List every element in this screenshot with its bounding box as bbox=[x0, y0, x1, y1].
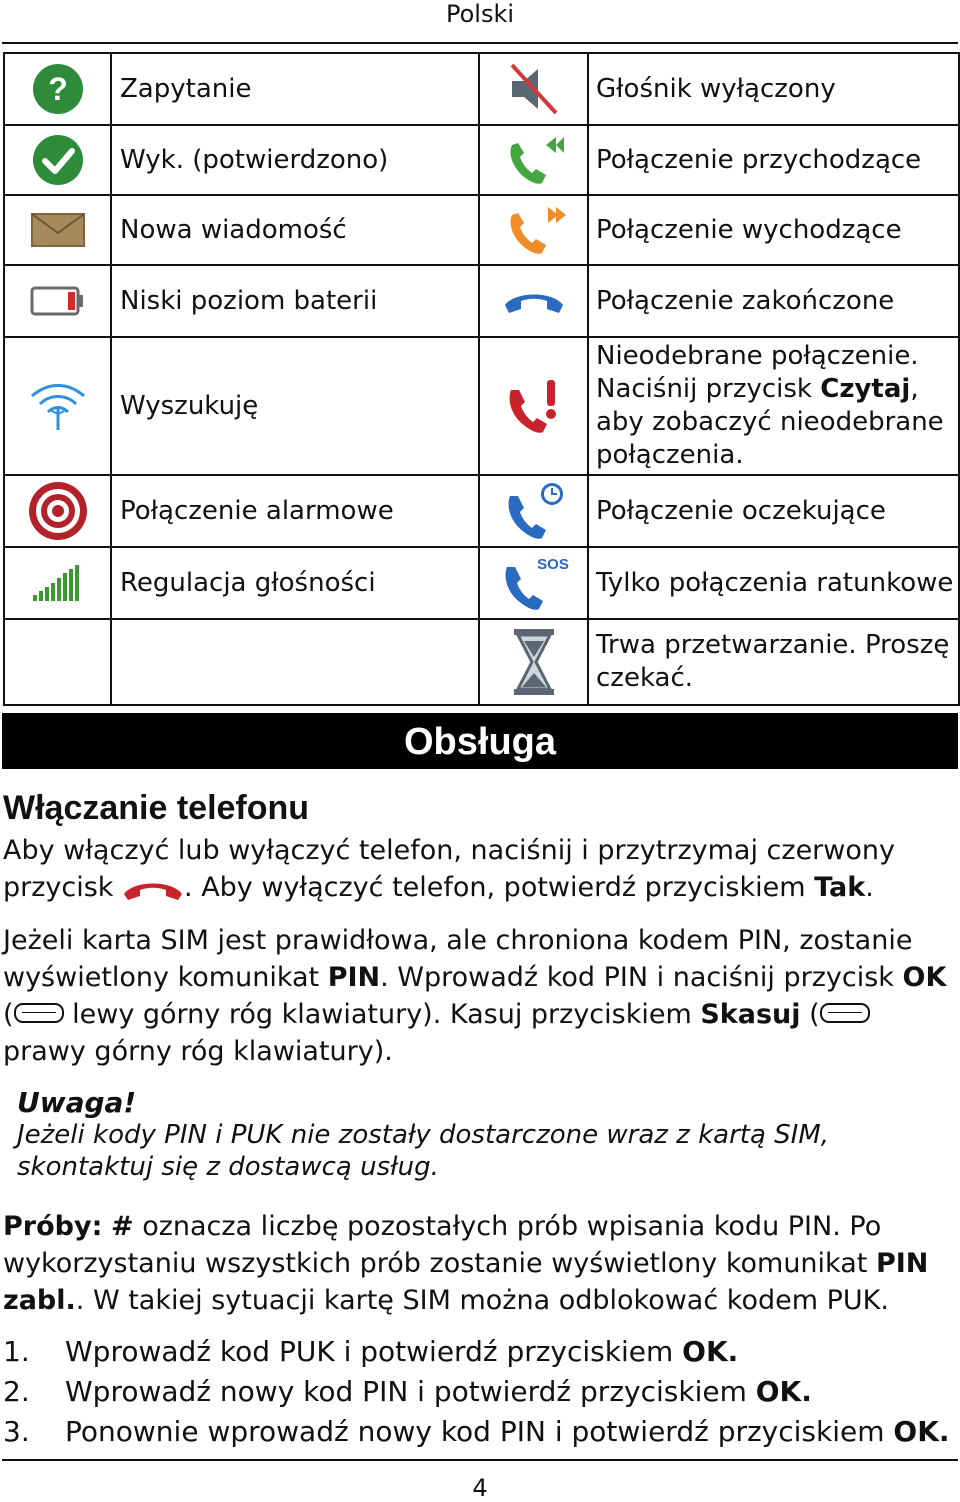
label-processing: Trwa przetwarzanie. Proszę czekać. bbox=[588, 619, 959, 705]
paragraph-power bbox=[3, 832, 953, 906]
ok-label: OK bbox=[902, 962, 947, 993]
call-ended-icon bbox=[503, 287, 565, 315]
outgoing-call-icon bbox=[502, 201, 566, 259]
red-end-key-icon bbox=[122, 878, 184, 900]
list-item bbox=[3, 1372, 953, 1412]
label-confirmed: Wyk. (potwierdzono) bbox=[111, 125, 479, 195]
question-icon bbox=[31, 62, 85, 116]
label-speaker-muted: Głośnik wyłączony bbox=[588, 53, 959, 125]
step-text-main: Wprowadź nowy kod PIN i potwierdź przyciskiem bbox=[65, 1375, 756, 1408]
page-number: 4 bbox=[472, 1474, 488, 1502]
low-battery-icon bbox=[30, 286, 86, 316]
cell-icon bbox=[4, 265, 111, 337]
steps-list bbox=[3, 1332, 953, 1452]
cell-icon bbox=[479, 619, 588, 705]
step-text bbox=[65, 1372, 812, 1412]
step-number: 1. bbox=[3, 1335, 30, 1368]
note-text: Jeżeli kody PIN i PUK nie zostały dostarczone wraz z kartą SIM, skontaktuj się z dostawcą usług. bbox=[17, 1120, 830, 1182]
label-empty bbox=[111, 619, 479, 705]
speaker-muted-icon bbox=[506, 61, 562, 117]
table-row bbox=[4, 337, 959, 475]
label-call-ended: Połączenie zakończone bbox=[588, 265, 959, 337]
missed-call-icon bbox=[503, 374, 565, 438]
step-text bbox=[65, 1332, 738, 1372]
cell-icon bbox=[4, 195, 111, 265]
table-row bbox=[4, 619, 959, 705]
incoming-call-icon bbox=[502, 131, 566, 189]
attempts-hash: # bbox=[110, 1211, 134, 1242]
cell-icon bbox=[479, 195, 588, 265]
hourglass-icon bbox=[512, 627, 556, 697]
cell-icon bbox=[4, 125, 111, 195]
cell-icon bbox=[479, 125, 588, 195]
missed-call-text-b: , aby zobaczyć nieodebrane połączenia. bbox=[596, 374, 944, 470]
footer-divider bbox=[2, 1459, 958, 1461]
missed-call-text-a: Nieodebrane połączenie. Naciśnij przycisk bbox=[596, 341, 919, 404]
power-text-a: Aby włączyć lub wyłączyć telefon, naciśnij i przytrzymaj czerwony przycisk bbox=[3, 835, 895, 903]
page-header-language: Polski bbox=[445, 0, 515, 28]
label-outgoing-call: Połączenie wychodzące bbox=[588, 195, 959, 265]
table-row bbox=[4, 195, 959, 265]
pin-label: PIN bbox=[327, 962, 381, 993]
step-end: . bbox=[801, 1375, 812, 1408]
searching-signal-icon bbox=[28, 380, 88, 432]
cell-icon bbox=[479, 475, 588, 547]
step-text-main: Ponownie wprowadź nowy kod PIN i potwierdź przyciskiem bbox=[65, 1415, 894, 1448]
step-ok: OK bbox=[755, 1375, 802, 1408]
step-number: 3. bbox=[3, 1415, 30, 1448]
list-item bbox=[3, 1412, 953, 1452]
step-text bbox=[65, 1412, 950, 1452]
cell-icon bbox=[4, 475, 111, 547]
cell-icon bbox=[479, 53, 588, 125]
icon-legend-table bbox=[3, 52, 960, 706]
table-row bbox=[4, 475, 959, 547]
call-waiting-icon bbox=[502, 480, 566, 542]
attempts-text-a: oznacza liczbę pozostałych prób wpisania kodu PIN. Po wykorzystaniu wszystkich prób zostanie wyświetlony komunikat bbox=[3, 1211, 882, 1279]
table-row bbox=[4, 53, 959, 125]
header-divider bbox=[2, 42, 958, 44]
label-call-waiting: Połączenie oczekujące bbox=[588, 475, 959, 547]
label-volume: Regulacja głośności bbox=[111, 547, 479, 619]
step-end: . bbox=[938, 1415, 950, 1448]
list-item bbox=[3, 1332, 953, 1372]
cell-icon bbox=[4, 547, 111, 619]
step-text-main: Wprowadź kod PUK i potwierdź przyciskiem bbox=[65, 1335, 683, 1368]
pin-text-b: . Wprowadź kod PIN i naciśnij przycisk bbox=[380, 962, 903, 993]
table-row bbox=[4, 547, 959, 619]
right-soft-key-icon bbox=[820, 1003, 870, 1023]
table-row bbox=[4, 125, 959, 195]
step-ok: OK bbox=[893, 1415, 939, 1448]
pin-text-d: lewy górny róg klawiatury). Kasuj przyciskiem bbox=[63, 999, 701, 1030]
attempts-label: Próby: bbox=[3, 1211, 103, 1242]
cell-icon bbox=[4, 53, 111, 125]
envelope-icon bbox=[31, 213, 85, 247]
table-row bbox=[4, 265, 959, 337]
svg-text:?: ? bbox=[47, 71, 68, 107]
alarm-target-icon bbox=[27, 480, 89, 542]
cell-empty bbox=[4, 619, 111, 705]
label-new-message: Nowa wiadomość bbox=[111, 195, 479, 265]
paragraph-pin bbox=[3, 922, 953, 1070]
confirmed-check-icon bbox=[31, 133, 85, 187]
pin-text-a: Jeżeli karta SIM jest prawidłowa, ale chroniona kodem PIN, zostanie wyświetlony komunikat bbox=[3, 925, 913, 993]
step-end: . bbox=[727, 1335, 739, 1368]
pin-text-e: ( bbox=[800, 999, 820, 1030]
step-ok: OK bbox=[682, 1335, 728, 1368]
section-bar-title: Obsługa bbox=[2, 713, 958, 769]
label-incoming-call: Połączenie przychodzące bbox=[588, 125, 959, 195]
cell-icon bbox=[479, 337, 588, 475]
note-title: Uwaga! bbox=[17, 1086, 137, 1119]
power-text-c: . bbox=[865, 872, 874, 903]
left-soft-key-icon bbox=[14, 1003, 64, 1023]
label-alarm-call: Połączenie alarmowe bbox=[111, 475, 479, 547]
section-heading: Włączanie telefonu bbox=[3, 789, 310, 827]
pin-blocked-label: PIN zabl. bbox=[3, 1248, 929, 1316]
note-block bbox=[17, 1087, 947, 1183]
power-text-b: . Aby wyłączyć telefon, potwierdź przyciskiem bbox=[184, 872, 815, 903]
attempts-text-b: . W takiej sytuacji kartę SIM można odblokować kodem PUK. bbox=[75, 1285, 889, 1316]
cell-icon bbox=[4, 337, 111, 475]
label-missed-call bbox=[588, 337, 959, 475]
power-tak: Tak bbox=[814, 872, 866, 903]
svg-text:SOS: SOS bbox=[536, 556, 569, 573]
label-searching: Wyszukuję bbox=[111, 337, 479, 475]
pin-text-c: ( bbox=[3, 999, 14, 1030]
step-number: 2. bbox=[3, 1375, 30, 1408]
paragraph-attempts bbox=[3, 1208, 953, 1319]
volume-bars-icon bbox=[31, 563, 85, 603]
label-question: Zapytanie bbox=[111, 53, 479, 125]
sos-call-icon bbox=[499, 553, 569, 613]
skasuj-label: Skasuj bbox=[700, 999, 801, 1030]
cell-icon bbox=[479, 265, 588, 337]
label-emergency-only: Tylko połączenia ratunkowe bbox=[588, 547, 959, 619]
pin-text-f: prawy górny róg klawiatury). bbox=[3, 1036, 393, 1067]
label-low-battery: Niski poziom baterii bbox=[111, 265, 479, 337]
read-button-label: Czytaj bbox=[820, 374, 911, 404]
cell-icon bbox=[479, 547, 588, 619]
